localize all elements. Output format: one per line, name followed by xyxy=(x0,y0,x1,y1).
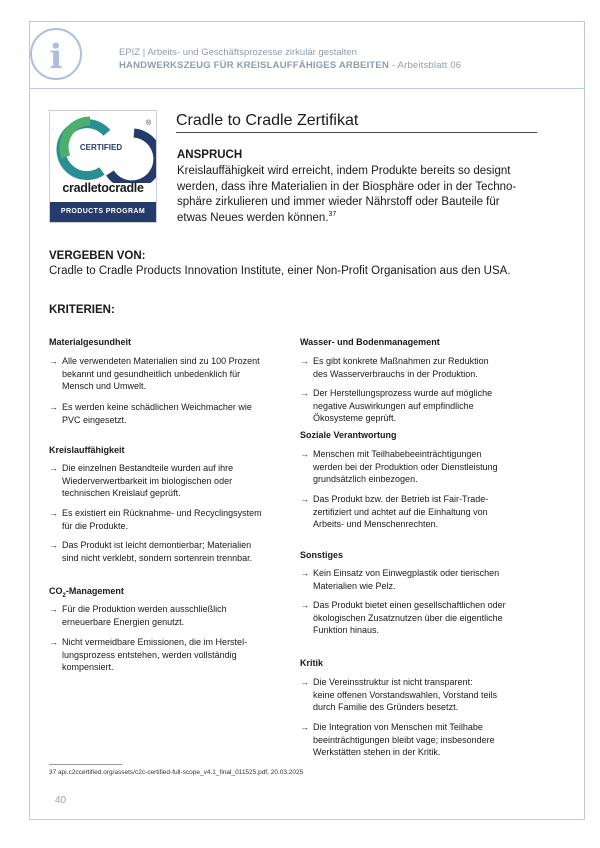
arrow-icon: → xyxy=(49,508,58,518)
header-subtitle: EPIZ | Arbeits- und Geschäftsprozesse zirkulär gestalten xyxy=(119,47,357,58)
criteria-line: Alle verwendeten Materialien sind zu 100 Prozent xyxy=(62,356,260,366)
logo-brand: cradletocradle xyxy=(62,181,144,195)
anspruch-line: sphäre zirkulieren und immer wieder Nährstoff oder Bauteile für xyxy=(177,196,500,208)
criteria-line: Der Herstellungsprozess wurde auf mögliche xyxy=(313,388,493,398)
criteria-line: Menschen mit Teilhabebeeinträchtigungen xyxy=(313,449,482,459)
section-heading-wasser-boden: Wasser- und Bodenmanagement xyxy=(300,337,440,347)
criteria-line: Nicht vermeidbare Emissionen, die im Herstel- xyxy=(62,637,248,647)
criteria-line: technischen Kreislauf geprüft. xyxy=(62,488,181,498)
criteria-line: Es existiert ein Rücknahme- und Recyclingsystem xyxy=(62,508,262,518)
criteria-line: kompensiert. xyxy=(62,662,114,672)
arrow-icon: → xyxy=(49,604,58,614)
criteria-item xyxy=(49,603,227,628)
criteria-item xyxy=(300,676,497,714)
criteria-line: sind nicht verklebt, sondern sortenrein trennbar. xyxy=(62,552,253,563)
criteria-line: Ökosysteme geprüft. xyxy=(313,413,397,423)
criteria-line: Arbeits- und Menschenrechten. xyxy=(313,519,439,529)
section-heading-sonstiges: Sonstiges xyxy=(300,550,344,560)
section-heading-kritik: Kritik xyxy=(300,658,324,668)
criteria-line: Es werden keine schädlichen Weichmacher wie xyxy=(62,402,252,412)
criteria-item xyxy=(49,539,252,564)
criteria-left-column xyxy=(49,0,289,848)
arrow-icon: → xyxy=(300,356,309,366)
footnote: 37 api.c2ccertified.org/assets/c2c-certified-full-scope_v4.1_final_011525.pdf, 20.03.2025 xyxy=(49,769,304,776)
section-heading-materialgesundheit: Materialgesundheit xyxy=(49,337,132,347)
anspruch-line: werden, dass ihre Materialien in der Biosphäre oder in der Techno- xyxy=(177,180,517,193)
criteria-item xyxy=(300,567,499,592)
criteria-line: grundsätzlich einbezogen. xyxy=(313,474,418,484)
criteria-line: Mensch und Umwelt. xyxy=(62,381,147,391)
criteria-item xyxy=(300,355,489,380)
header-title-text: HANDWERKSZEUG FÜR KREISLAUFFÄHIGES ARBEITEN xyxy=(119,60,390,71)
arrow-icon: → xyxy=(49,356,58,366)
criteria-item xyxy=(49,401,252,426)
criteria-item xyxy=(49,636,247,674)
anspruch-line: etwas Neues werden können. xyxy=(177,211,329,224)
criteria-line: ökologischen Zusatznutzen über die eigentliche xyxy=(313,612,503,623)
arrow-icon: → xyxy=(300,388,309,398)
vergeben-text: Cradle to Cradle Products Innovation Institute, einer Non-Profit Organisation aus den USA. xyxy=(49,265,511,277)
arrow-icon: → xyxy=(49,637,58,647)
criteria-item xyxy=(300,721,495,759)
criteria-item xyxy=(49,507,262,532)
arrow-icon: → xyxy=(300,449,309,459)
co2-subscript: 2 xyxy=(62,592,66,599)
footnote-divider xyxy=(49,764,122,765)
section-heading-kreislauffaehigkeit: Kreislauffähigkeit xyxy=(49,445,125,455)
anspruch-heading: ANSPRUCH xyxy=(177,149,243,161)
criteria-line: für die Produkte. xyxy=(62,520,129,531)
criteria-line: Es gibt konkrete Maßnahmen zur Reduktion xyxy=(313,356,489,366)
criteria-line: Werkstätten stehen in der Kritik. xyxy=(313,747,441,757)
criteria-line: Für die Produktion werden ausschließlich xyxy=(62,604,227,614)
criteria-item xyxy=(300,599,506,637)
criteria-line: Das Produkt ist leicht demontierbar; Materialien xyxy=(62,540,252,550)
arrow-icon: → xyxy=(49,463,58,473)
criteria-line: keine offenen Vorstandswahlen, Vorstand teils xyxy=(313,689,497,700)
criteria-line: negative Auswirkungen auf empfindliche xyxy=(313,400,474,411)
criteria-line: lungsprozess entstehen, werden vollständig xyxy=(62,649,237,660)
anspruch-line: Kreislauffähigkeit wird erreicht, indem Produkte bereits so designt xyxy=(177,165,511,177)
criteria-right-column xyxy=(300,0,540,848)
criteria-line: erneuerbare Energien genutzt. xyxy=(62,616,185,627)
info-glyph: i xyxy=(49,37,63,77)
criteria-line: bekannt und gesundheitlich unbedenklich für xyxy=(62,368,241,379)
kriterien-heading: KRITERIEN: xyxy=(49,304,115,316)
criteria-line: Kein Einsatz von Einwegplastik oder tierischen xyxy=(313,568,500,578)
criteria-item xyxy=(49,355,260,393)
arrow-icon: → xyxy=(49,402,58,412)
criteria-line: Das Produkt bietet einen gesellschaftlichen oder xyxy=(313,600,506,610)
vergeben-heading: VERGEBEN VON: xyxy=(49,250,146,262)
co2-suffix: -Management xyxy=(65,586,124,596)
criteria-line: Wiederverwertbarkeit im biologischen oder xyxy=(62,475,233,486)
criteria-line: Die einzelnen Bestandteile wurden auf ihre xyxy=(62,463,234,473)
criteria-line: durch Familie des Gründers besetzt. xyxy=(313,702,459,712)
criteria-line: Funktion hinaus. xyxy=(313,625,380,635)
criteria-line: Das Produkt bzw. der Betrieb ist Fair-Trade- xyxy=(313,494,489,504)
arrow-icon: → xyxy=(300,568,309,578)
criteria-item xyxy=(49,462,233,500)
section-heading-soziale-verantwortung: Soziale Verantwortung xyxy=(300,430,397,440)
arrow-icon: → xyxy=(300,600,309,610)
footnote-ref: 37 xyxy=(328,210,337,218)
criteria-line: Die Vereinsstruktur ist nicht transparent: xyxy=(313,677,473,687)
criteria-line: PVC eingesetzt. xyxy=(62,414,127,425)
criteria-line: werden bei der Produktion oder Dienstleistung xyxy=(313,461,498,472)
page-number: 40 xyxy=(55,795,67,806)
criteria-line: zertifiziert und achtet auf die Einhaltung von xyxy=(313,506,488,517)
page-title: Cradle to Cradle Zertifikat xyxy=(176,112,537,133)
section-heading-co2-management xyxy=(49,585,124,602)
criteria-item xyxy=(300,493,488,531)
criteria-line: Die Integration von Menschen mit Teilhabe xyxy=(313,722,483,732)
criteria-line: des Wasserverbrauchs in der Produktion. xyxy=(313,368,478,379)
criteria-line: Materialien wie Pelz. xyxy=(313,580,396,591)
header-sheet-label: - Arbeitsblatt 06 xyxy=(389,60,462,71)
co2-prefix: CO xyxy=(49,586,63,596)
criteria-line: beeinträchtigungen bleibt vage; insbesondere xyxy=(313,734,495,745)
criteria-item xyxy=(300,387,492,425)
arrow-icon: → xyxy=(300,677,309,687)
arrow-icon: → xyxy=(300,494,309,504)
certified-label: CERTIFIED xyxy=(79,143,123,152)
arrow-icon: → xyxy=(300,722,309,732)
logo-program-bar: PRODUCTS PROGRAM xyxy=(50,202,156,222)
registered-mark: ® xyxy=(146,120,152,127)
criteria-item xyxy=(300,448,498,486)
arrow-icon: → xyxy=(49,540,58,550)
